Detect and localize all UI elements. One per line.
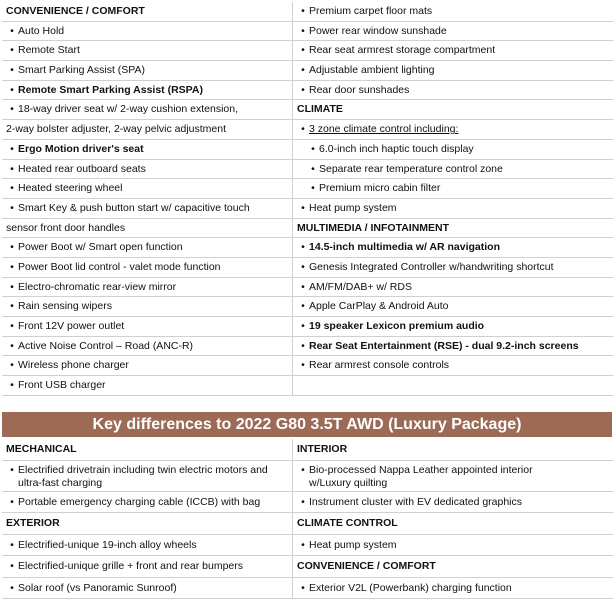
section-header	[2, 513, 292, 535]
bullet-icon: •	[10, 463, 14, 476]
bullet-icon: •	[301, 64, 305, 77]
bullet-icon: •	[10, 495, 14, 508]
bullet-icon: •	[301, 581, 305, 594]
list-item	[293, 578, 613, 600]
list-item	[293, 22, 613, 42]
section-header-text: CONVENIENCE / COMFORT	[6, 5, 145, 17]
list-item	[2, 461, 292, 492]
right-column	[293, 2, 614, 396]
list-item	[2, 238, 292, 258]
section-header-text: MULTIMEDIA / INFOTAINMENT	[297, 221, 450, 234]
list-item	[293, 535, 613, 557]
list-item-text: 18-way driver seat w/ 2-way cushion extension,	[18, 103, 239, 116]
bullet-icon: •	[10, 83, 14, 96]
bullet-icon: •	[301, 83, 305, 96]
bullet-icon: •	[10, 103, 14, 116]
section-header	[293, 556, 613, 578]
list-item-text: Portable emergency charging cable (ICCB) with bag	[18, 495, 261, 508]
list-item-text: Active Noise Control – Road (ANC-R)	[18, 339, 194, 352]
list-item-text: Remote Start	[18, 44, 80, 57]
bullet-icon: •	[10, 24, 14, 37]
list-item-text: 2-way bolster adjuster, 2-way pelvic adjustment	[6, 123, 227, 136]
section-header	[2, 439, 292, 461]
bullet-icon: •	[301, 5, 305, 17]
list-item-text: Premium carpet floor mats	[309, 5, 433, 17]
section-header	[293, 513, 613, 535]
sub-list-item	[293, 179, 613, 199]
list-item-text: sensor front door handles	[6, 221, 126, 234]
bullet-icon: •	[10, 182, 14, 195]
list-item-text: Electrified-unique 19-inch alloy wheels	[18, 538, 197, 551]
list-item-text: 3 zone climate control including:	[309, 123, 459, 136]
list-item	[293, 356, 613, 376]
list-item-text: 19 speaker Lexicon premium audio	[309, 320, 485, 332]
list-item	[2, 81, 292, 101]
list-item-text: Smart Key & push button start w/ capacitive touch	[18, 201, 250, 214]
bullet-icon: •	[10, 241, 14, 254]
list-item-text: Premium micro cabin filter	[319, 182, 441, 195]
list-item-text: Electrified drivetrain including twin electric motors and ultra-fast charging	[18, 463, 268, 489]
section-header	[293, 219, 613, 239]
list-item	[293, 120, 613, 140]
list-item-text: Rear seat armrest storage compartment	[309, 44, 496, 57]
bullet-icon: •	[10, 320, 14, 332]
list-item	[2, 356, 292, 376]
list-item	[2, 41, 292, 61]
list-item-text: Wireless phone charger	[18, 359, 129, 372]
bullet-icon: •	[301, 260, 305, 273]
list-item-text: Bio-processed Nappa Leather appointed interior w/Luxury quilting	[309, 463, 533, 489]
list-item-continuation	[2, 219, 292, 239]
list-item	[293, 61, 613, 81]
bullet-icon: •	[311, 142, 315, 155]
section-header	[293, 100, 613, 120]
bullet-icon: •	[301, 44, 305, 57]
list-item-text: Rear Seat Entertainment (RSE) - dual 9.2-inch screens	[309, 339, 579, 352]
list-item-text: Auto Hold	[18, 24, 65, 37]
list-item	[2, 317, 292, 337]
list-item	[2, 179, 292, 199]
section-header-text: MECHANICAL	[6, 443, 77, 455]
list-item	[2, 22, 292, 42]
bullet-icon: •	[301, 320, 305, 332]
standard-features-grid	[2, 2, 613, 396]
list-item	[293, 199, 613, 219]
bullet-icon: •	[10, 162, 14, 175]
list-item	[293, 337, 613, 357]
bullet-icon: •	[10, 379, 14, 392]
list-item-text: Power rear window sunshade	[309, 24, 447, 37]
list-item-text: Instrument cluster with EV dedicated graphics	[309, 495, 523, 508]
list-item-text: Rain sensing wipers	[18, 300, 112, 313]
list-item-text: Solar roof (vs Panoramic Sunroof)	[18, 581, 177, 594]
bullet-icon: •	[10, 300, 14, 313]
list-item	[2, 199, 292, 219]
bullet-icon: •	[10, 339, 14, 352]
list-item	[293, 238, 613, 258]
bullet-icon: •	[301, 24, 305, 37]
left-column	[2, 2, 293, 396]
list-item	[293, 297, 613, 317]
list-item	[2, 376, 292, 396]
list-item-text: 14.5-inch multimedia w/ AR navigation	[309, 241, 500, 254]
sub-list-item	[293, 160, 613, 180]
bullet-icon: •	[301, 241, 305, 254]
list-item-text: Genesis Integrated Controller w/handwriting shortcut	[309, 260, 554, 273]
list-item-text: Electro-chromatic rear-view mirror	[18, 280, 177, 293]
bullet-icon: •	[301, 123, 305, 136]
bullet-icon: •	[301, 201, 305, 214]
bullet-icon: •	[10, 201, 14, 214]
bullet-icon: •	[10, 560, 14, 572]
bullet-icon: •	[301, 463, 305, 476]
list-item-text: Heated rear outboard seats	[18, 162, 146, 175]
bullet-icon: •	[10, 581, 14, 594]
section-header-text: INTERIOR	[297, 443, 348, 455]
list-item-text: Smart Parking Assist (SPA)	[18, 64, 146, 77]
list-item-text: Heated steering wheel	[18, 182, 123, 195]
section-header	[293, 439, 613, 461]
list-item	[2, 100, 292, 120]
list-item	[2, 258, 292, 278]
list-item	[293, 317, 613, 337]
list-item-text: Power Boot w/ Smart open function	[18, 241, 183, 254]
differences-left-column	[2, 439, 293, 599]
list-item	[2, 337, 292, 357]
differences-grid	[2, 439, 613, 599]
list-item-continuation	[2, 120, 292, 140]
list-item-text: Heat pump system	[309, 201, 397, 214]
list-item-text: Rear door sunshades	[309, 83, 410, 96]
bullet-icon: •	[301, 300, 305, 313]
sub-list-item	[293, 140, 613, 160]
list-item-text: AM/FM/DAB+ w/ RDS	[309, 280, 412, 293]
list-item	[293, 278, 613, 298]
list-item	[2, 535, 292, 557]
list-item	[2, 492, 292, 514]
differences-right-column	[293, 439, 614, 599]
list-item	[293, 258, 613, 278]
list-item	[2, 160, 292, 180]
list-item	[2, 578, 292, 600]
list-item-text: Separate rear temperature control zone	[319, 162, 503, 175]
bullet-icon: •	[10, 142, 14, 155]
list-item-text: Heat pump system	[309, 538, 397, 551]
list-item	[293, 492, 613, 514]
bullet-icon: •	[10, 280, 14, 293]
bullet-icon: •	[301, 495, 305, 508]
list-item	[2, 61, 292, 81]
section-header	[2, 2, 292, 22]
bullet-icon: •	[10, 260, 14, 273]
bullet-icon: •	[301, 280, 305, 293]
bullet-icon: •	[10, 44, 14, 57]
list-item-text: Remote Smart Parking Assist (RSPA)	[18, 83, 203, 96]
list-item-text: 6.0-inch inch haptic touch display	[319, 142, 474, 155]
bullet-icon: •	[10, 359, 14, 372]
bullet-icon: •	[311, 182, 315, 195]
features-table	[2, 2, 612, 396]
list-item-text: Exterior V2L (Powerbank) charging function	[309, 581, 512, 594]
list-item-text: Power Boot lid control - valet mode function	[18, 260, 221, 273]
list-item	[2, 278, 292, 298]
list-item-text: Front USB charger	[18, 379, 106, 392]
section-header-text: EXTERIOR	[6, 517, 60, 529]
bullet-icon: •	[301, 359, 305, 372]
key-differences-table	[2, 439, 612, 599]
bullet-icon: •	[301, 538, 305, 551]
list-item	[293, 41, 613, 61]
list-item	[293, 2, 613, 22]
list-item-text: Front 12V power outlet	[18, 320, 125, 332]
bullet-icon: •	[311, 162, 315, 175]
bullet-icon: •	[10, 538, 14, 551]
list-item	[293, 461, 613, 492]
section-header-text: CLIMATE CONTROL	[297, 517, 398, 529]
empty-cell	[293, 376, 613, 396]
section-header-text: CLIMATE	[297, 103, 343, 116]
list-item-text: Ergo Motion driver's seat	[18, 142, 144, 155]
section-header-text: CONVENIENCE / COMFORT	[297, 560, 436, 572]
list-item-text: Rear armrest console controls	[309, 359, 450, 372]
list-item	[293, 81, 613, 101]
list-item	[2, 556, 292, 578]
list-item-text: Electrified-unique grille + front and rear bumpers	[18, 560, 243, 572]
list-item-text: Apple CarPlay & Android Auto	[309, 300, 449, 313]
list-item	[2, 297, 292, 317]
bullet-icon: •	[301, 339, 305, 352]
key-differences-banner: Key differences to 2022 G80 3.5T AWD (Luxury Package)	[2, 412, 612, 437]
bullet-icon: •	[10, 64, 14, 77]
list-item	[2, 140, 292, 160]
list-item-text: Adjustable ambient lighting	[309, 64, 435, 77]
